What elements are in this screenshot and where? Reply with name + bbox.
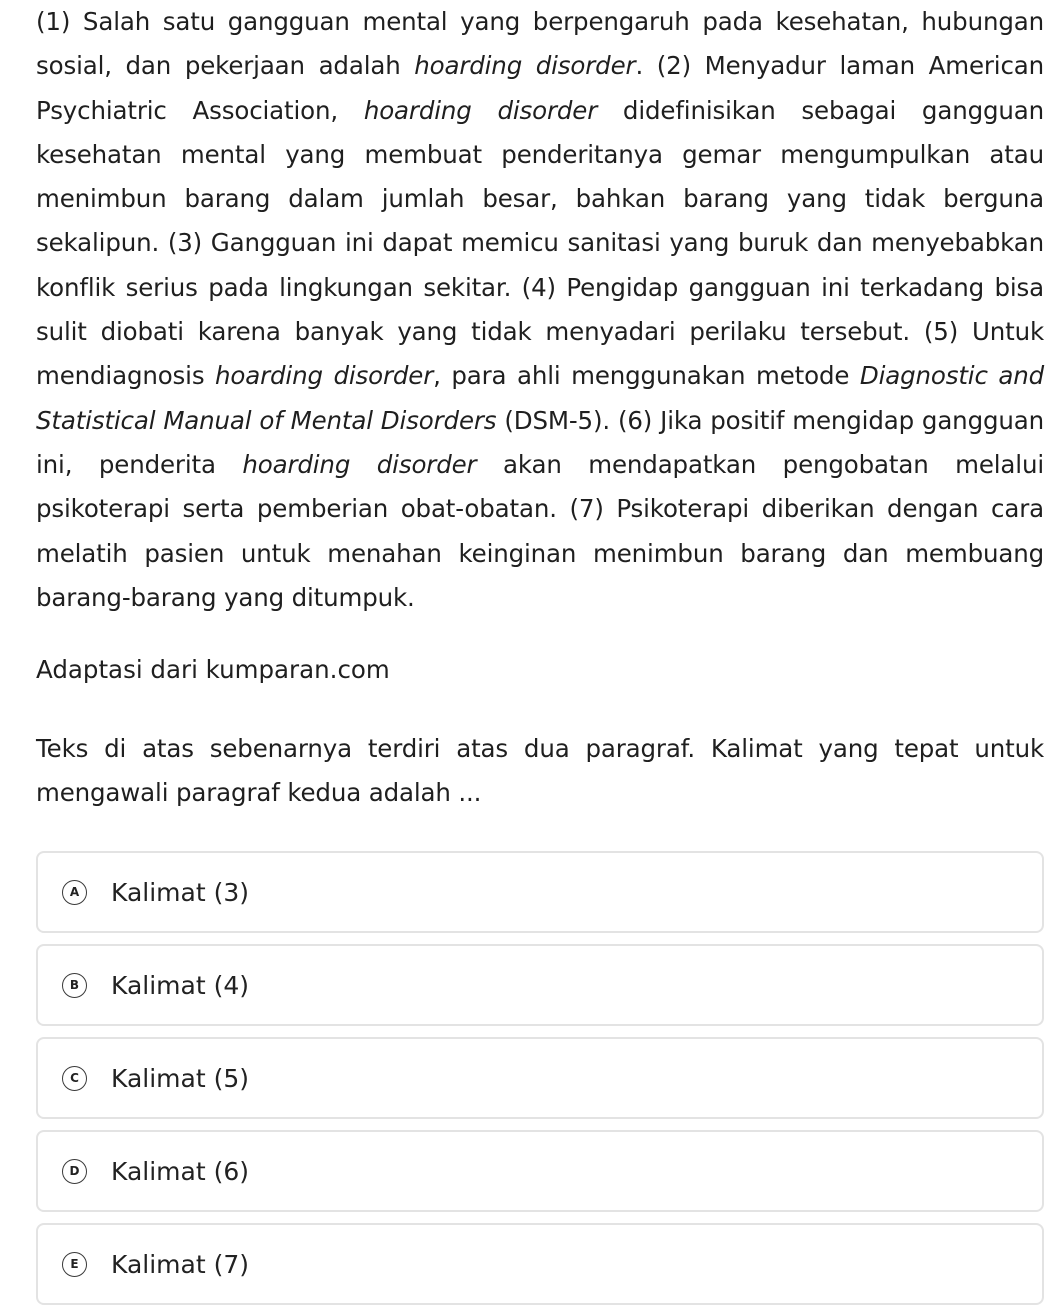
option-letter-badge: B xyxy=(62,973,87,998)
sentence-1: (1) Salah satu gangguan mental yang berpengaruh pada kesehatan, hubungan sosial, dan pekerjaan adalah xyxy=(36,7,1044,81)
term-hoarding-disorder: hoarding disorder xyxy=(363,95,598,125)
option-label: Kalimat (4) xyxy=(111,970,250,1000)
sentence-5-end: (DSM-5). xyxy=(496,405,618,435)
source-attribution: Adaptasi dari kumparan.com xyxy=(36,655,390,684)
reading-passage xyxy=(36,0,1044,620)
sentence-2-end: didefinisikan sebagai gangguan kesehatan mental yang membuat penderitanya gemar mengumpulkan atau menimbun barang dalam jumlah besar, bahkan barang yang tidak berguna sekalipun. xyxy=(36,95,1044,258)
sentence-1-end: . xyxy=(635,51,657,81)
option-b[interactable] xyxy=(36,944,1044,1026)
term-hoarding-disorder: hoarding disorder xyxy=(242,449,477,479)
answer-options xyxy=(36,851,1044,1316)
question-text: Teks di atas sebenarnya terdiri atas dua paragraf. Kalimat yang tepat untuk mengawali paragraf kedua adalah ... xyxy=(36,734,1044,808)
sentence-3: (3) Gangguan ini dapat memicu sanitasi yang buruk dan menyebabkan konflik serius pada lingkungan sekitar. xyxy=(36,228,1044,302)
sentence-7: (7) Psikoterapi diberikan dengan cara melatih pasien untuk menahan keinginan menimbun barang dan membuang barang-barang yang ditumpuk. xyxy=(36,494,1044,612)
option-d[interactable] xyxy=(36,1130,1044,1212)
option-letter-badge: A xyxy=(62,880,87,905)
option-letter-badge: D xyxy=(62,1159,87,1184)
sentence-2: (2) Menyadur laman American Psychiatric Association, xyxy=(36,51,1045,125)
sentence-4: (4) Pengidap gangguan ini terkadang bisa sulit diobati karena banyak yang tidak menyadari perilaku tersebut. xyxy=(36,272,1044,347)
term-dsm-manual: Diagnostic and Statistical Manual of Mental Disorders xyxy=(36,361,1044,435)
sentence-5: (5) Untuk mendiagnosis xyxy=(36,317,1044,391)
option-label: Kalimat (3) xyxy=(111,877,250,907)
option-letter-badge: C xyxy=(62,1066,87,1091)
term-hoarding-disorder: hoarding disorder xyxy=(215,361,434,391)
option-label: Kalimat (5) xyxy=(111,1063,250,1093)
option-a[interactable] xyxy=(36,851,1044,933)
option-c[interactable] xyxy=(36,1037,1044,1119)
option-letter-badge: E xyxy=(62,1252,87,1277)
option-e[interactable] xyxy=(36,1223,1044,1305)
sentence-6: (6) Jika positif mengidap gangguan ini, penderita xyxy=(36,405,1044,479)
sentence-6-end: akan mendapatkan pengobatan melalui psikoterapi serta pemberian obat-obatan. xyxy=(36,449,1044,524)
option-label: Kalimat (6) xyxy=(111,1156,250,1186)
term-hoarding-disorder: hoarding disorder xyxy=(414,51,636,81)
option-label: Kalimat (7) xyxy=(111,1249,250,1279)
sentence-5-mid: , para ahli menggunakan metode xyxy=(433,361,860,391)
